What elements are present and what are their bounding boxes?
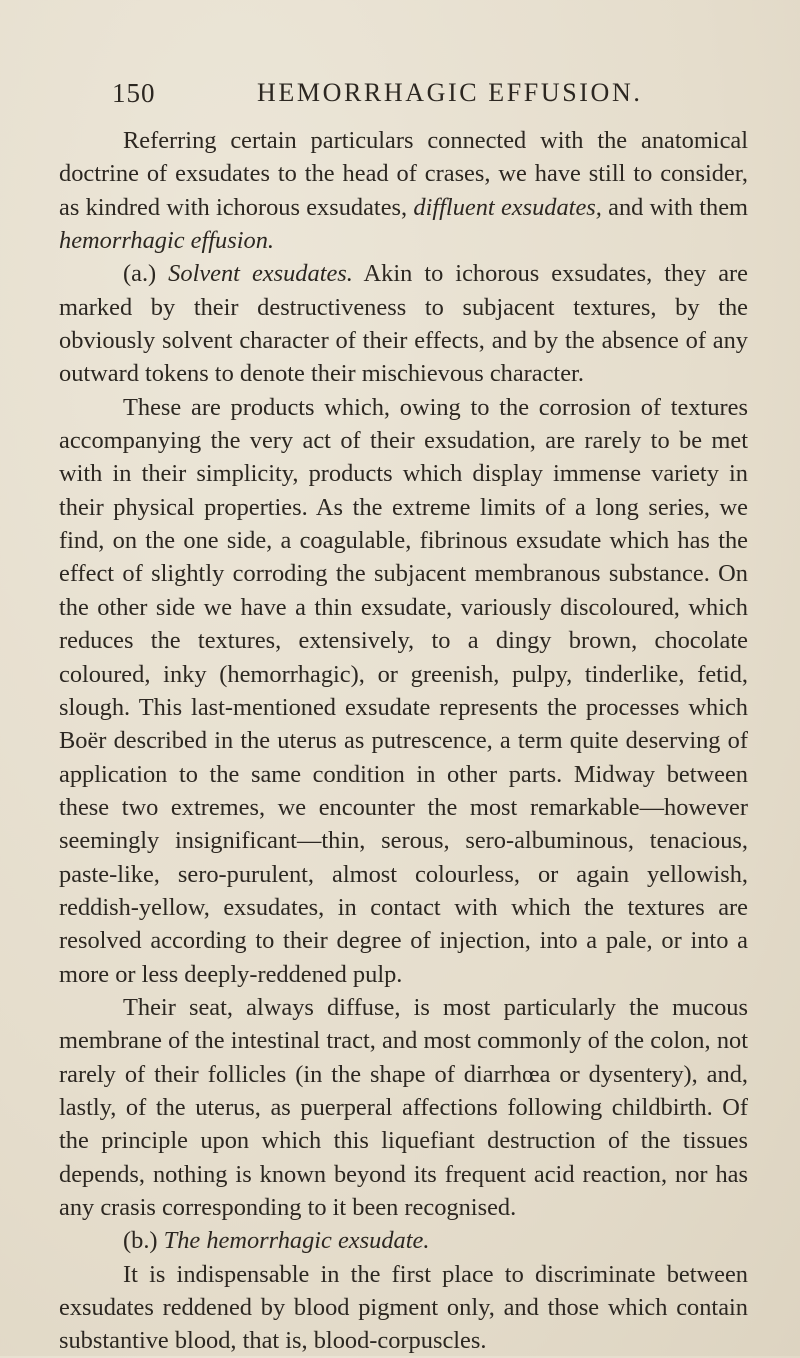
- paragraph-discriminate: [59, 1258, 748, 1358]
- running-head: [59, 76, 748, 110]
- running-title: HEMORRHAGIC EFFUSION.: [257, 78, 643, 107]
- text-segment: Their seat, always diffuse, is most particularly the mucous membrane of the intestinal tract, and most commonly of the colon, not rarely of their follicles (in the shape of diarrhœa or dysentery), and, lastly, of the uterus, as puerperal affections following childbirth. Of the principle upon which this liquefiant destruction of the tissues depends, nothing is known beyond its frequent acid reaction, nor has any crasis corresponding to it been recognised.: [59, 993, 748, 1221]
- paragraph-seat: [59, 991, 748, 1224]
- text-segment-italic: diffluent exsudates,: [413, 193, 602, 221]
- paragraph-products: [59, 391, 748, 991]
- text-segment: and with them: [601, 193, 748, 221]
- body-text: [59, 124, 748, 1358]
- text-segment-italic: hemorrhagic effusion.: [59, 227, 274, 255]
- text-segment: These are products which, owing to the corrosion of textures accompanying the very act of their exsudation, are rarely to be met with in their simplicity, products which display immense variety in their physical properties. As the extreme limits of a long series, we find, on the one side, a coagulable, fibrinous exsudate which has the effect of slightly corroding the subjacent membranous substance. On the other side we have a thin exsudate, variously discoloured, which reduces the textures, extensively, to a dingy brown, chocolate coloured, inky (hemorrhagic), or greenish, pulpy, tinderlike, fetid, slough. This last-mentioned exsudate represents the processes which Boër described in the uterus as putrescence, a term quite deserving of application to the same condition in other parts. Midway between these two extremes, we encounter the most remarkable—however seemingly insignificant—thin, serous, sero-albuminous, tenacious, paste-like, sero-purulent, almost colourless, or again yellowish, reddish-yellow, exsudates, in contact with which the textures are resolved according to their degree of injection, into a pale, or into a more or less deeply-reddened pulp.: [59, 393, 748, 988]
- paragraph-hemorrhagic-heading: [59, 1224, 748, 1257]
- section-heading-italic: Solvent exsudates.: [168, 260, 353, 288]
- paragraph-solvent-exsudates: [59, 257, 748, 390]
- page-number: 150: [112, 78, 156, 108]
- text-segment: (b.): [123, 1227, 164, 1255]
- text-segment: (a.): [123, 260, 169, 288]
- paragraph-intro: [59, 124, 748, 257]
- text-segment: Akin to ichorous exsudates, they are marked by their destructiveness to subjacent textures, by the obviously solvent character of their effects, and by the absence of any outward tokens to denote their mischievous character.: [59, 260, 748, 388]
- section-heading-italic: The hemorrhagic exsudate.: [163, 1227, 430, 1255]
- text-segment: It is indispensable in the first place to discriminate between exsudates reddened by blood pigment only, and those which contain substantive blood, that is, blood-corpuscles.: [59, 1260, 748, 1355]
- text-segment: Referring certain particulars connected with the anatomical doctrine of exsudates to the head of crases, we have still to consider, as kindred with ichorous exsudates,: [59, 127, 748, 221]
